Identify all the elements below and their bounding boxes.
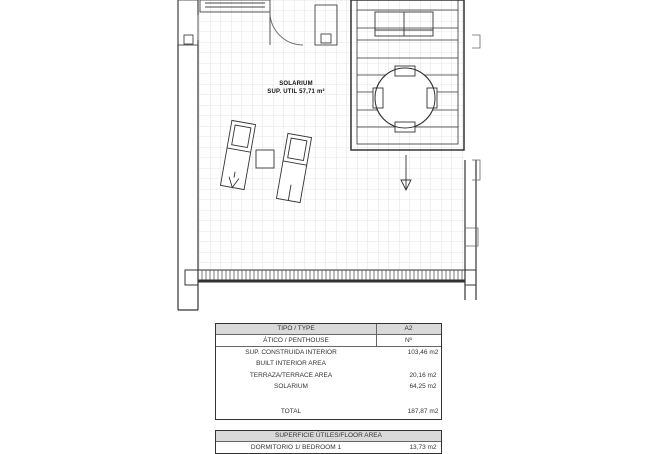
solarium-label: [230, 80, 362, 96]
area-label: TERRAZA/TERRACE AREA: [249, 372, 333, 379]
area-row: [216, 381, 441, 392]
area-row: [216, 347, 441, 358]
type-table: [215, 323, 442, 420]
area-label: SOLARIUM: [274, 383, 308, 390]
type-header-row: [216, 324, 441, 335]
area-label: SUP. CONSTRUIDA INTERIOR: [245, 349, 337, 356]
total-row: [216, 406, 441, 417]
window-marks: [466, 35, 480, 246]
floor-area-header: [216, 431, 441, 442]
room-name: SOLARIUM: [279, 81, 313, 87]
area-value: 103,46 m2: [407, 349, 439, 356]
bedroom-label: DORMITORIO 1/ BEDROOM 1: [250, 444, 342, 451]
type-label: TIPO / TYPE: [277, 325, 315, 332]
area-label: BUILT INTERIOR AREA: [256, 360, 326, 367]
unit-label: ÁTICO / PENTHOUSE: [263, 337, 329, 344]
total-label: TOTAL: [280, 408, 302, 415]
floor-area-title: SUPERFICIE ÚTILES/FLOOR AREA: [275, 432, 382, 439]
unit-value: Nº: [404, 337, 413, 344]
type-value: A2: [404, 325, 413, 332]
room-area: SUP. UTIL 57,71 m²: [267, 89, 325, 95]
total-value: 187,87 m2: [407, 408, 439, 415]
area-row: [216, 370, 441, 381]
bedroom-row: [216, 442, 441, 453]
unit-row: [216, 335, 441, 347]
area-value: 64,25 m2: [409, 383, 437, 390]
area-row: [216, 358, 441, 369]
bedroom-value: 13,73 m2: [409, 444, 437, 451]
area-value: 20,16 m2: [409, 372, 437, 379]
floor-area-table: [215, 430, 442, 454]
balcony-railing: [185, 270, 476, 285]
